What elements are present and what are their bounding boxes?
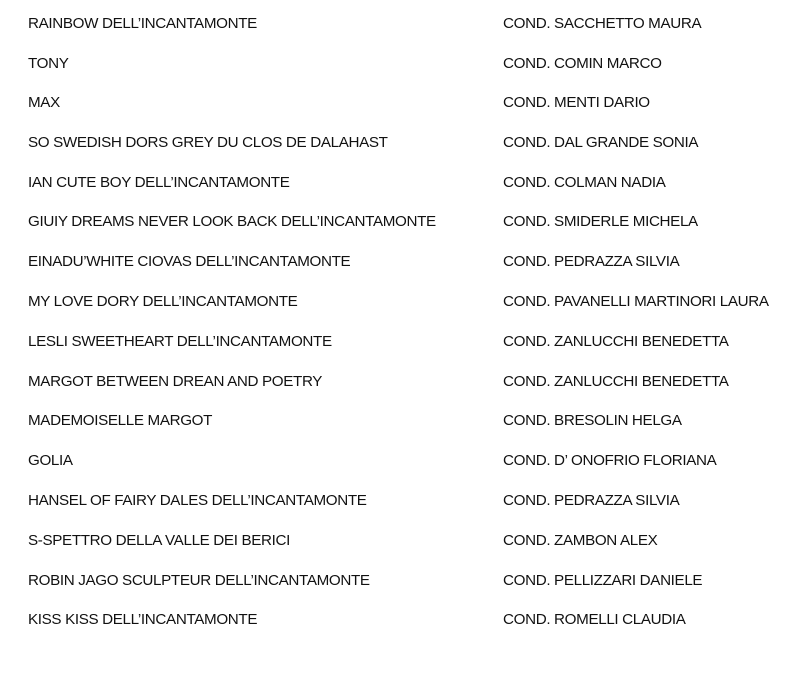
dog-name: GOLIA: [28, 452, 73, 470]
list-item: [28, 610, 788, 650]
list-item: [28, 531, 788, 571]
list-item: [28, 252, 788, 292]
list-item: [28, 54, 788, 93]
list-item: [28, 571, 788, 611]
dog-name: LESLI SWEETHEART DELL’INCANTAMONTE: [28, 332, 332, 350]
list-item: [28, 332, 788, 372]
dog-name: EINADU’WHITE CIOVAS DELL’INCANTAMONTE: [28, 253, 351, 271]
dog-name: S-SPETTRO DELLA VALLE DEI BERICI: [28, 531, 290, 549]
dog-name: KISS KISS DELL’INCANTAMONTE: [28, 611, 258, 629]
handler-name: COND. SMIDERLE MICHELA: [503, 213, 698, 231]
list-item: [28, 372, 788, 412]
handler-name: COND. COLMAN NADIA: [503, 173, 666, 191]
dog-name: MAX: [28, 93, 60, 111]
handler-name: COND. PELLIZZARI DANIELE: [503, 571, 703, 589]
handler-name: COND. D’ ONOFRIO FLORIANA: [503, 452, 717, 470]
list-item: [28, 14, 788, 54]
dog-name: RAINBOW DELL’INCANTAMONTE: [28, 15, 257, 32]
dog-name: GIUIY DREAMS NEVER LOOK BACK DELL’INCANTAMONTE: [28, 213, 436, 231]
list-item: [28, 93, 788, 133]
list-item: [28, 292, 788, 332]
list-item: [28, 212, 788, 252]
dog-name: MADEMOISELLE MARGOT: [28, 412, 213, 430]
dog-name: MARGOT BETWEEN DREAN AND POETRY: [28, 372, 323, 390]
dog-name: IAN CUTE BOY DELL’INCANTAMONTE: [28, 173, 290, 191]
dog-name: ROBIN JAGO SCULPTEUR DELL’INCANTAMONTE: [28, 571, 370, 589]
handler-name: COND. ZANLUCCHI BENEDETTA: [503, 372, 729, 390]
dog-name: MY LOVE DORY DELL’INCANTAMONTE: [28, 292, 298, 310]
list-item: [28, 451, 788, 491]
handler-name: COND. DAL GRANDE SONIA: [503, 133, 699, 151]
handler-name: COND. ROMELLI CLAUDIA: [503, 611, 686, 629]
list-item: [28, 411, 788, 451]
list-item: [28, 133, 788, 173]
handler-name: COND. PEDRAZZA SILVIA: [503, 253, 680, 271]
handler-name: COND. ZANLUCCHI BENEDETTA: [503, 332, 729, 350]
handler-name: COND. PAVANELLI MARTINORI LAURA: [503, 292, 769, 310]
handler-name: COND. PEDRAZZA SILVIA: [503, 491, 680, 509]
list-item: [28, 491, 788, 531]
dog-name: HANSEL OF FAIRY DALES DELL’INCANTAMONTE: [28, 491, 367, 509]
list-item: [28, 173, 788, 213]
dog-handler-list: [28, 14, 788, 650]
handler-name: COND. COMIN MARCO: [503, 54, 662, 72]
dog-name: SO SWEDISH DORS GREY DU CLOS DE DALAHAST: [28, 133, 388, 151]
dog-name: TONY: [28, 54, 69, 72]
handler-name: COND. BRESOLIN HELGA: [503, 412, 682, 430]
handler-name: COND. ZAMBON ALEX: [503, 531, 658, 549]
handler-name: COND. SACCHETTO MAURA: [503, 15, 702, 32]
handler-name: COND. MENTI DARIO: [503, 93, 650, 111]
